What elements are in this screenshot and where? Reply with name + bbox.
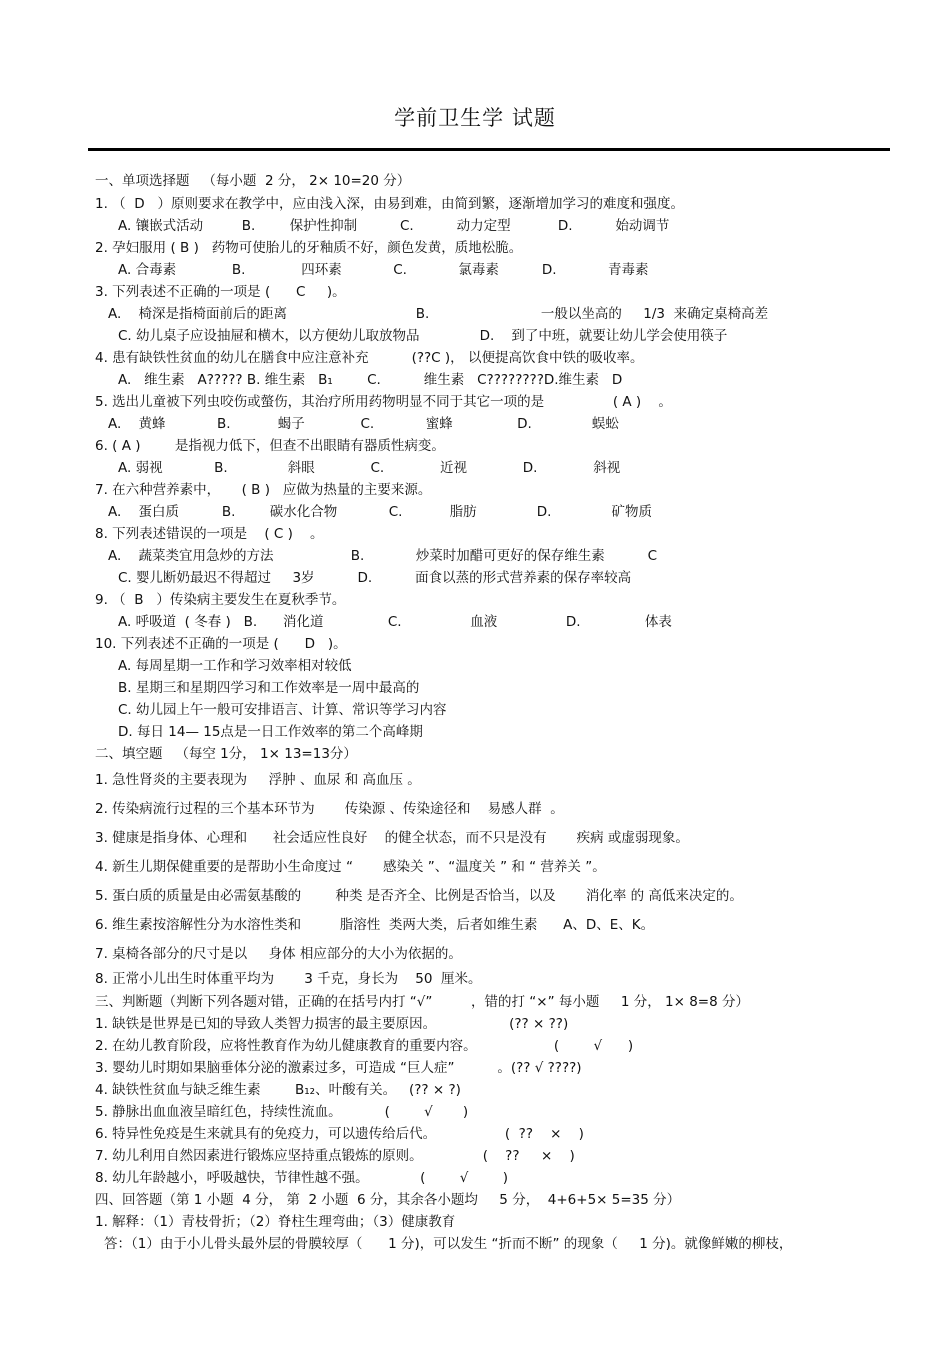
text-line: 10. 下列表述不正确的一项是 ( D )。 — [95, 636, 347, 652]
text-line: 1. 急性肾炎的主要表现为 浮肿 、血尿 和 高血压 。 — [95, 772, 421, 788]
text-line: A. 黄蜂 B. 蝎子 C. 蜜蜂 D. 蜈蚣 — [108, 416, 619, 432]
text-line: 一、单项选择题 （每小题 2 分， 2× 10=20 分） — [95, 173, 411, 189]
text-line: D. 每日 14— 15点是一日工作效率的第二个高峰期 — [118, 724, 423, 740]
text-line: 8. 下列表述错误的一项是 ( C ) 。 — [95, 526, 324, 542]
text-line: A. 蔬菜类宜用急炒的方法 B. 炒菜时加醋可更好的保存维生素 C — [108, 548, 658, 564]
text-line: C. 幼儿桌子应设抽屉和横木，以方便幼儿取放物品 D. 到了中班，就要让幼儿学会使用筷子 — [118, 328, 728, 344]
text-line: 8. 正常小儿出生时体重平均为 3 千克，身长为 50 厘米。 — [95, 971, 482, 987]
text-line: 3. 下列表述不正确的一项是 ( C )。 — [95, 284, 346, 300]
text-line: B. 星期三和星期四学习和工作效率是一周中最高的 — [118, 680, 420, 696]
text-line: 四、回答题（第 1 小题 4 分， 第 2 小题 6 分，其余各小题均 5 分， 4+6+5× 5=35 分） — [95, 1192, 681, 1208]
text-line: A. 蛋白质 B. 碳水化合物 C. 脂肪 D. 矿物质 — [108, 504, 653, 520]
text-line: 3. 健康是指身体、心理和 社会适应性良好 的健全状态，而不只是没有 疾病 或虚弱现象。 — [95, 830, 689, 846]
text-line: A. 合毒素 B. 四环素 C. 氯毒素 D. 青毒素 — [118, 262, 649, 278]
text-line: 三、判断题（判断下列各题对错，正确的在括号内打 “√” ，错的打 “×” 每小题 1 分， 1× 8=8 分） — [95, 994, 749, 1010]
text-line: 2. 孕妇服用 ( B ) 药物可使胎儿的牙釉质不好，颜色发黄，质地松脆。 — [95, 240, 523, 256]
text-line: 2. 在幼儿教育阶段，应将性教育作为幼儿健康教育的重要内容。 ( √ ) — [95, 1038, 634, 1054]
text-line: A. 每周星期一工作和学习效率相对较低 — [118, 658, 352, 674]
text-line: 6. ( A ) 是指视力低下，但查不出眼睛有器质性病变。 — [95, 438, 445, 454]
text-line: 1. 解释：（1）青枝骨折；（2）脊柱生理弯曲；（3）健康教育 — [95, 1214, 456, 1230]
text-line: 1. 缺铁是世界是已知的导致人类智力损害的最主要原因。 (?? × ??) — [95, 1016, 569, 1032]
page-title: 学前卫生学 试题 — [394, 106, 556, 130]
text-line: 8. 幼儿年龄越小，呼吸越快，节律性越不强。 ( √ ) — [95, 1170, 508, 1186]
text-line: 5. 蛋白质的质量是由必需氨基酸的 种类 是否齐全、比例是否恰当，以及 消化率 的 高低来决定的。 — [95, 888, 743, 904]
text-line: C. 幼儿园上午一般可安排语言、计算、常识等学习内容 — [118, 702, 447, 718]
text-line: 5. 静脉出血血液呈暗红色，持续性流血。 ( √ ) — [95, 1104, 469, 1120]
text-line: A. 维生素 A????? B. 维生素 B₁ C. 维生素 C????????D.维生素 D — [118, 372, 623, 388]
text-line: 二、填空题 （每空 1分， 1× 13=13分） — [95, 746, 357, 762]
text-line: A. 椅深是指椅面前后的距离 B. 一般以坐高的 1/3 来确定桌椅高差 — [108, 306, 769, 322]
text-line: A. 弱视 B. 斜眼 C. 近视 D. 斜视 — [118, 460, 621, 476]
text-line: 6. 维生素按溶解性分为水溶性类和 脂溶性 类两大类，后者如维生素 A、D、E、K。 — [95, 917, 655, 933]
text-line: 6. 特异性免疫是生来就具有的免疫力，可以遗传给后代。 ( ?? × ) — [95, 1126, 584, 1142]
text-line: C. 婴儿断奶最迟不得超过 3岁 D. 面食以蒸的形式营养素的保存率较高 — [118, 570, 632, 586]
text-line: 3. 婴幼儿时期如果脑垂体分泌的激素过多，可造成 “巨人症” 。(?? √ ????) — [95, 1060, 582, 1076]
text-line: 5. 选出儿童被下列虫咬伤或螫伤，其治疗所用药物明显不同于其它一项的是 ( A ) 。 — [95, 394, 672, 410]
text-line: 7. 在六种营养素中， ( B ) 应做为热量的主要来源。 — [95, 482, 432, 498]
text-line: A. 镶嵌式活动 B. 保护性抑制 C. 动力定型 D. 始动调节 — [118, 218, 670, 234]
title-divider — [88, 148, 890, 151]
text-line: 9. （ B ）传染病主要发生在夏秋季节。 — [95, 592, 346, 608]
text-line: 答：（1）由于小儿骨头最外层的骨膜较厚（ 1 分)，可以发生 “折而不断” 的现象（ 1 分)。就像鲜嫩的柳枝， — [104, 1236, 793, 1252]
text-line: 7. 桌椅各部分的尺寸是以 身体 相应部分的大小为依据的。 — [95, 946, 462, 962]
text-line: 1. （ D ）原则要求在教学中，应由浅入深，由易到难，由简到繁，逐渐增加学习的难度和强度。 — [95, 196, 685, 212]
text-line: 2. 传染病流行过程的三个基本环节为 传染源 、传染途径和 易感人群 。 — [95, 801, 564, 817]
text-line: 7. 幼儿利用自然因素进行锻炼应坚持重点锻炼的原则。 ( ?? × ) — [95, 1148, 575, 1164]
text-line: 4. 缺铁性贫血与缺乏维生素 B₁₂、叶酸有关。 (?? × ?) — [95, 1082, 461, 1098]
text-line: 4. 新生儿期保健重要的是帮助小生命度过 “ 感染关 ”、“温度关 ” 和 “ 营养关 ”。 — [95, 859, 606, 875]
text-line: 4. 患有缺铁性贫血的幼儿在膳食中应注意补充 (??C )， 以便提高饮食中铁的吸收率。 — [95, 350, 644, 366]
text-line: A. 呼吸道 ( 冬春 ) B. 消化道 C. 血液 D. 体表 — [118, 614, 672, 630]
